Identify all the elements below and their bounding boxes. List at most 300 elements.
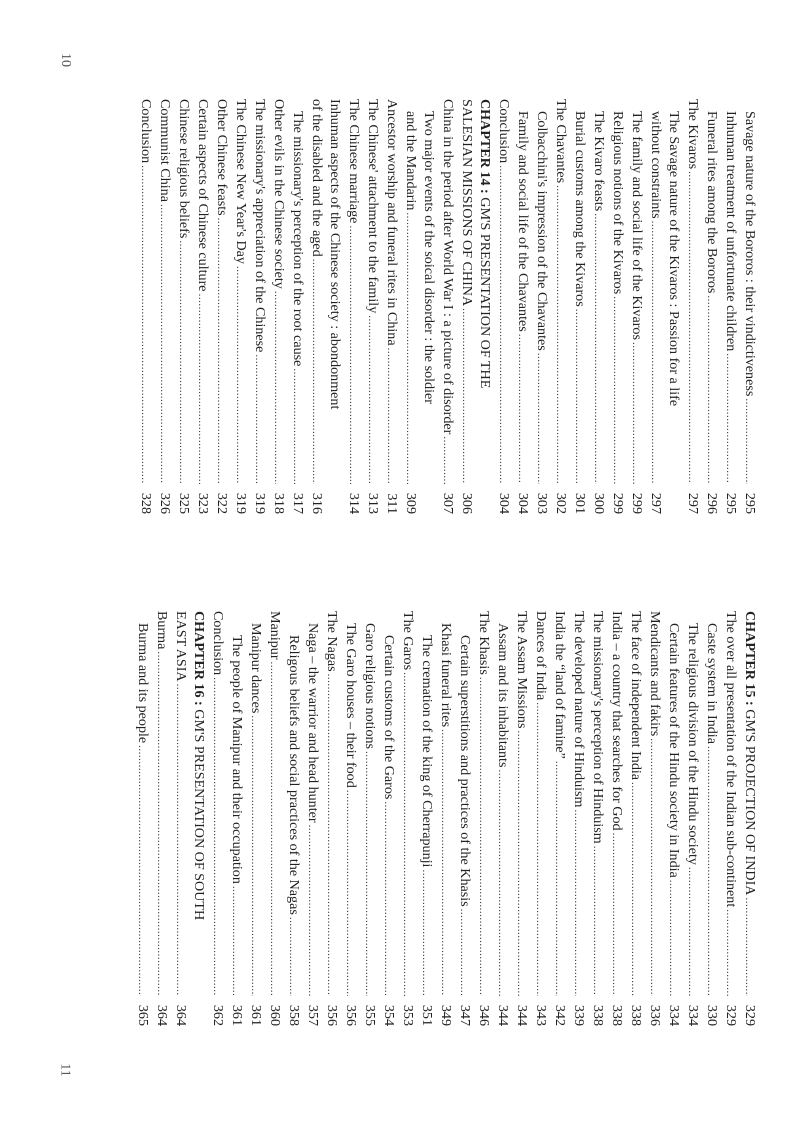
toc-entry-text: Dances of India bbox=[533, 611, 549, 701]
toc-entry-page: 365 bbox=[135, 1004, 151, 1026]
toc-entry bbox=[341, 611, 360, 1026]
dot-leader bbox=[532, 353, 550, 484]
toc-entry bbox=[645, 611, 664, 1026]
toc-entry-title bbox=[155, 99, 174, 484]
dot-leader bbox=[683, 171, 701, 484]
dot-leader bbox=[645, 738, 663, 996]
toc-entry bbox=[627, 99, 646, 514]
toc-entry bbox=[303, 611, 322, 1026]
toc-entry-page: 311 bbox=[384, 493, 400, 514]
toc-entry-page: 330 bbox=[704, 1004, 720, 1026]
toc-entry bbox=[250, 99, 269, 514]
toc-entry-text: Colbacchini's impression of the Chavantes bbox=[534, 111, 550, 351]
toc-entry-text: GM'S PRESENTATION OF SOUTH bbox=[191, 709, 207, 921]
toc-entry-page: 343 bbox=[533, 1004, 549, 1026]
toc-entry-page: 317 bbox=[290, 492, 306, 514]
chapter-label: CHAPTER 15 : bbox=[742, 611, 758, 706]
toc-entry-page: 339 bbox=[571, 1004, 587, 1026]
toc-entry-page: 318 bbox=[271, 492, 287, 514]
dot-leader bbox=[531, 702, 549, 996]
dot-leader bbox=[307, 259, 325, 484]
toc-entry-title bbox=[436, 611, 455, 996]
dot-leader bbox=[136, 165, 154, 484]
toc-entry bbox=[420, 99, 438, 514]
dot-leader bbox=[208, 677, 226, 996]
toc-entry-text: Inhuman treatment of unfortunate children bbox=[723, 111, 739, 352]
toc-entry-page: 354 bbox=[381, 1004, 397, 1026]
toc-entry-text: Certain aspects of Chinese culture bbox=[195, 99, 211, 292]
toc-entry bbox=[269, 99, 288, 514]
dot-leader bbox=[171, 684, 189, 996]
toc-entry-title bbox=[550, 611, 569, 996]
toc-entry-text: Certain customs of the Garos bbox=[381, 635, 397, 800]
toc-entry bbox=[457, 99, 476, 514]
toc-entry-title bbox=[646, 99, 665, 484]
toc-entry-text: without constraints bbox=[648, 111, 664, 219]
dot-leader bbox=[398, 672, 416, 996]
toc-entry-text: The Savage nature of the Kivaros : Passion for a life bbox=[666, 111, 682, 407]
toc-entry-text: The missionary's perception of the root cause bbox=[290, 111, 306, 367]
toc-entry bbox=[398, 611, 417, 1026]
toc-entry-title bbox=[702, 99, 721, 484]
dot-leader bbox=[322, 674, 340, 996]
toc-entry-page: 342 bbox=[552, 1004, 568, 1026]
toc-entry-title bbox=[455, 611, 474, 996]
toc-entry bbox=[246, 611, 265, 1026]
toc-entry-page: 334 bbox=[666, 1004, 682, 1026]
toc-entry bbox=[740, 99, 759, 514]
dot-leader bbox=[702, 295, 720, 484]
toc-entry-text: China in the period after World War I : a picture of disorder bbox=[440, 99, 456, 435]
toc-entry-title bbox=[683, 611, 702, 996]
toc-entry-text: Funeral rites among the Bororos bbox=[704, 111, 720, 294]
toc-entry-title bbox=[360, 611, 379, 996]
toc-entry-page: 299 bbox=[629, 492, 645, 514]
toc-entry-page: 297 bbox=[648, 492, 664, 514]
toc-entry-page: 338 bbox=[628, 1004, 644, 1026]
toc-entry bbox=[155, 99, 174, 514]
toc-entry-title bbox=[133, 611, 152, 996]
toc-entry-page: 319 bbox=[233, 492, 249, 514]
toc-entry-title bbox=[341, 611, 360, 996]
dot-leader bbox=[551, 185, 569, 484]
page-number-left: 10 bbox=[58, 53, 73, 67]
toc-entry-page: 356 bbox=[343, 1004, 359, 1026]
toc-entry-title bbox=[457, 99, 476, 484]
dot-leader bbox=[133, 745, 151, 996]
toc-entry bbox=[133, 611, 152, 1026]
toc-entry-text: Khasi funeral rites bbox=[438, 623, 454, 728]
dot-leader bbox=[227, 886, 245, 996]
toc-entry-title bbox=[589, 99, 608, 484]
toc-entry-page: 307 bbox=[440, 492, 456, 514]
toc-entry-page: 362 bbox=[210, 1004, 226, 1026]
toc-entry-page: 349 bbox=[438, 1004, 454, 1026]
toc-entry-title bbox=[307, 99, 326, 484]
toc-entry-page: 353 bbox=[400, 1004, 416, 1026]
toc-entry bbox=[136, 99, 155, 514]
toc-entry bbox=[344, 99, 363, 514]
toc-entry-title bbox=[401, 99, 420, 484]
toc-entry-page: 303 bbox=[534, 492, 550, 514]
page-number-right: 11 bbox=[57, 1063, 73, 1077]
dot-leader bbox=[740, 398, 758, 484]
toc-entry-title bbox=[265, 611, 284, 996]
toc-entry-title bbox=[193, 99, 212, 484]
toc-entry-page: 336 bbox=[647, 1004, 663, 1026]
toc-entry-text: The Assam Missions bbox=[514, 611, 530, 729]
dot-leader bbox=[493, 769, 511, 996]
toc-entry-page: 316 bbox=[309, 492, 325, 514]
toc-entry-title bbox=[174, 99, 193, 484]
dot-leader bbox=[269, 291, 287, 484]
dot-leader bbox=[382, 348, 400, 484]
dot-leader bbox=[626, 782, 644, 996]
toc-entry-text: The Kivaro feasts bbox=[591, 111, 607, 212]
toc-entry-title bbox=[208, 611, 227, 996]
toc-entry bbox=[740, 611, 759, 1026]
toc-entry-text: SALESIAN MISSIONS OF CHINA bbox=[459, 99, 475, 307]
toc-entry bbox=[193, 99, 212, 514]
toc-entry bbox=[152, 611, 171, 1026]
toc-entry-text: EAST ASIA bbox=[173, 611, 189, 682]
toc-entry-text: Communist China bbox=[157, 99, 173, 202]
toc-entry-text: Religous beliefs and social practices of the Nagas bbox=[286, 635, 302, 915]
toc-entry-page: 334 bbox=[685, 1004, 701, 1026]
toc-entry bbox=[227, 611, 246, 1026]
toc-entry-page: 361 bbox=[229, 1004, 245, 1026]
toc-entry bbox=[326, 99, 344, 514]
toc-entry-text: The Chinese marriage bbox=[346, 99, 362, 224]
dot-leader bbox=[152, 651, 170, 996]
toc-entry bbox=[231, 99, 250, 514]
toc-entry-page: 364 bbox=[173, 1004, 189, 1026]
dot-leader bbox=[303, 825, 321, 996]
toc-entry-page: 329 bbox=[723, 1004, 739, 1026]
dot-leader bbox=[288, 368, 306, 484]
toc-entry-title bbox=[626, 611, 645, 996]
toc-entry-text: Ancestor worship and funeral rites in China bbox=[384, 99, 400, 346]
toc-entry-title bbox=[665, 99, 683, 484]
dot-leader bbox=[401, 212, 419, 484]
dot-leader bbox=[721, 909, 739, 996]
toc-entry-title bbox=[152, 611, 171, 996]
toc-entry bbox=[702, 611, 721, 1026]
toc-entry bbox=[626, 611, 645, 1026]
toc-entry-page: 326 bbox=[157, 492, 173, 514]
dot-leader bbox=[550, 761, 568, 996]
toc-entry-text: The Nagas bbox=[324, 611, 340, 672]
toc-entry-text: Religious notions of the Kivaros bbox=[610, 111, 626, 295]
toc-entry-text: Chinese religious beliefs bbox=[176, 99, 192, 239]
toc-entry-page: 338 bbox=[590, 1004, 606, 1026]
toc-entry-text: of the disabled and the aged bbox=[309, 99, 325, 257]
toc-entry-text: Other evils in the Chinese society bbox=[271, 99, 287, 289]
toc-column-right bbox=[133, 611, 759, 1026]
toc-entry-page: 313 bbox=[365, 492, 381, 514]
dot-leader bbox=[193, 294, 211, 484]
toc-entry bbox=[190, 611, 208, 1026]
chapter-label: CHAPTER 16 : bbox=[191, 611, 207, 706]
toc-entry-text: Burma and its people bbox=[135, 623, 151, 744]
toc-entry-page: 344 bbox=[514, 1004, 530, 1026]
toc-entry bbox=[683, 99, 702, 514]
dot-leader bbox=[664, 880, 682, 996]
dot-leader bbox=[363, 315, 381, 484]
dot-leader bbox=[627, 342, 645, 484]
toc-entry-text: GM'S PRESENTATION OF THE bbox=[477, 197, 493, 389]
toc-entry-text: The people of Manipur and their occupation bbox=[229, 635, 245, 884]
toc-entry-page: 323 bbox=[195, 492, 211, 514]
toc-entry bbox=[512, 611, 531, 1026]
toc-entry bbox=[721, 611, 740, 1026]
toc-entry-title bbox=[284, 611, 303, 996]
toc-entry-text: India the “land of famine” bbox=[552, 611, 568, 759]
toc-entry bbox=[171, 611, 190, 1026]
dot-leader bbox=[569, 809, 587, 996]
toc-entry-title bbox=[231, 99, 250, 484]
toc-entry-text: Burial customs among the Kivaros bbox=[572, 111, 588, 307]
toc-entry-title bbox=[344, 99, 363, 484]
toc-entry-text: Manipur bbox=[267, 611, 283, 660]
toc-entry-text: Caste system in India bbox=[704, 623, 720, 744]
toc-entry-title bbox=[269, 99, 288, 484]
toc-entry-page: 314 bbox=[346, 492, 362, 514]
toc-entry-text: Burma bbox=[154, 611, 170, 650]
toc-entry-text: Mendicants and fakirs bbox=[647, 611, 663, 737]
toc-entry-title bbox=[363, 99, 382, 484]
toc-entry bbox=[174, 99, 193, 514]
dot-leader bbox=[646, 221, 664, 484]
dot-leader bbox=[250, 354, 268, 484]
dot-leader bbox=[265, 662, 283, 996]
dot-leader bbox=[683, 867, 701, 996]
toc-entry bbox=[664, 611, 683, 1026]
dot-leader bbox=[607, 833, 625, 996]
toc-entry bbox=[721, 99, 740, 514]
toc-entry bbox=[702, 99, 721, 514]
toc-entry-title bbox=[569, 611, 588, 996]
toc-entry-title bbox=[326, 99, 344, 484]
toc-entry bbox=[307, 99, 326, 514]
toc-entry-title bbox=[721, 611, 740, 996]
toc-entry-page: 301 bbox=[572, 492, 588, 514]
toc-entry-text: The Chavantes bbox=[553, 99, 569, 184]
toc-entry bbox=[265, 611, 284, 1026]
toc-entry-text: Conclusion bbox=[138, 99, 154, 164]
toc-entry-page: 357 bbox=[305, 1004, 321, 1026]
toc-entry bbox=[589, 99, 608, 514]
toc-entry-page: 347 bbox=[457, 1004, 473, 1026]
toc-entry-title bbox=[494, 99, 513, 484]
chapter-label: CHAPTER 14 : bbox=[477, 99, 493, 194]
toc-entry-title bbox=[608, 99, 627, 484]
toc-entry bbox=[532, 99, 551, 514]
toc-entry-text: The Kivaros bbox=[685, 99, 701, 170]
toc-entry-text: The missionary's perception of Hinduism bbox=[590, 611, 606, 844]
toc-entry bbox=[360, 611, 379, 1026]
toc-entry-title bbox=[532, 99, 551, 484]
toc-entry-title bbox=[322, 611, 341, 996]
toc-entry bbox=[569, 611, 588, 1026]
dot-leader bbox=[155, 204, 173, 484]
toc-entry-title bbox=[227, 611, 246, 996]
toc-entry-page: 346 bbox=[476, 1004, 492, 1026]
toc-entry-title bbox=[398, 611, 417, 996]
toc-entry-text: The religious division of the Hindu society bbox=[685, 623, 701, 865]
toc-entry-title bbox=[171, 611, 190, 996]
dot-leader bbox=[231, 266, 249, 484]
toc-entry-page: 361 bbox=[248, 1004, 264, 1026]
toc-entry bbox=[474, 611, 493, 1026]
toc-entry-page: 300 bbox=[591, 492, 607, 514]
toc-entry-title bbox=[474, 611, 493, 996]
dot-leader bbox=[341, 790, 359, 996]
toc-entry-title bbox=[417, 611, 436, 996]
dot-leader bbox=[455, 909, 473, 996]
toc-entry bbox=[608, 99, 627, 514]
toc-entry-text: Two major events of the soical disorder : the soldier bbox=[421, 111, 437, 404]
toc-entry-title bbox=[136, 99, 155, 484]
toc-entry bbox=[401, 99, 420, 514]
toc-entry bbox=[476, 99, 494, 514]
dot-leader bbox=[438, 436, 456, 484]
toc-entry-title bbox=[379, 611, 398, 996]
toc-entry-page: 344 bbox=[495, 1004, 511, 1026]
dot-leader bbox=[474, 677, 492, 996]
toc-entry-title bbox=[721, 99, 740, 484]
toc-entry-page: 356 bbox=[324, 1004, 340, 1026]
toc-entry bbox=[379, 611, 398, 1026]
toc-entry bbox=[550, 611, 569, 1026]
toc-entry-text: Other Chinese feasts bbox=[214, 99, 230, 216]
toc-entry-page: 295 bbox=[742, 492, 758, 514]
dot-leader bbox=[436, 729, 454, 996]
toc-entry-title bbox=[645, 611, 664, 996]
toc-entry-title bbox=[190, 611, 208, 996]
dot-leader bbox=[417, 869, 435, 996]
toc-entry-page: 328 bbox=[138, 492, 154, 514]
toc-entry-title bbox=[382, 99, 401, 484]
toc-entry-text: Inhuman aspects of the Chinese society : abondonment bbox=[327, 99, 343, 410]
toc-entry-title bbox=[476, 99, 494, 484]
toc-entry bbox=[683, 611, 702, 1026]
toc-entry-title bbox=[607, 611, 626, 996]
toc-entry-title bbox=[513, 99, 532, 484]
toc-entry-title bbox=[246, 611, 265, 996]
toc-entry-page: 338 bbox=[609, 1004, 625, 1026]
toc-entry-page: 304 bbox=[515, 492, 531, 514]
toc-entry bbox=[493, 611, 512, 1026]
toc-entry bbox=[382, 99, 401, 514]
toc-entry-title bbox=[551, 99, 570, 484]
toc-entry bbox=[607, 611, 626, 1026]
toc-entry-title bbox=[288, 99, 307, 484]
dot-leader bbox=[494, 165, 512, 484]
toc-entry bbox=[531, 611, 550, 1026]
toc-entry-title bbox=[493, 611, 512, 996]
toc-entry-page: 309 bbox=[403, 492, 419, 514]
toc-entry-page: 297 bbox=[685, 492, 701, 514]
toc-entry-title bbox=[420, 99, 438, 484]
toc-entry-text: Naga – the warrior and head hunter bbox=[305, 623, 321, 823]
toc-entry-title bbox=[531, 611, 550, 996]
dot-leader bbox=[513, 334, 531, 484]
toc-entry-page: 322 bbox=[214, 492, 230, 514]
toc-entry-page: 319 bbox=[252, 492, 268, 514]
dot-leader bbox=[589, 213, 607, 484]
toc-entry-page: 306 bbox=[459, 492, 475, 514]
toc-entry-title bbox=[683, 99, 702, 484]
toc-entry bbox=[665, 99, 683, 514]
toc-entry bbox=[646, 99, 665, 514]
toc-entry-page: 299 bbox=[610, 492, 626, 514]
dot-leader bbox=[174, 240, 192, 484]
toc-entry bbox=[455, 611, 474, 1026]
toc-entry-text: and the Mandarin bbox=[403, 111, 419, 211]
toc-entry-page: 304 bbox=[496, 492, 512, 514]
toc-entry-text: The missionary's appreciation of the Chinese bbox=[252, 99, 268, 353]
toc-entry-text: Certain superstitions and practices of the Khasis bbox=[457, 635, 473, 907]
toc-entry-text: The Garo houses – their food bbox=[343, 623, 359, 788]
toc-entry-title bbox=[212, 99, 231, 484]
toc-entry bbox=[212, 99, 231, 514]
dot-leader bbox=[570, 309, 588, 484]
toc-entry-text: The developed nature of Hinduism bbox=[571, 611, 587, 808]
toc-entry-text: GM'S PROJECTION OF INDIA bbox=[742, 709, 758, 896]
toc-entry-page: 329 bbox=[742, 1004, 758, 1026]
toc-entry-text: Conclusion bbox=[496, 99, 512, 164]
toc-entry-text: The Chinese New Year's Day bbox=[233, 99, 249, 264]
toc-entry-text: Assam and its inhabitants bbox=[495, 623, 511, 768]
dot-leader bbox=[344, 225, 362, 484]
rotated-spread bbox=[0, 1, 793, 1124]
dot-leader bbox=[721, 353, 739, 484]
toc-entry-page: 295 bbox=[723, 492, 739, 514]
toc-entry bbox=[436, 611, 455, 1026]
dot-leader bbox=[512, 730, 530, 996]
toc-column-left bbox=[136, 99, 759, 514]
toc-entry-title bbox=[702, 611, 721, 996]
toc-entry-page: 355 bbox=[362, 1004, 378, 1026]
toc-entry-title bbox=[740, 611, 759, 996]
toc-entry-text: Conclusion bbox=[210, 611, 226, 676]
toc-entry bbox=[588, 611, 607, 1026]
toc-entry-text: The face of independent India bbox=[628, 611, 644, 781]
toc-entry bbox=[208, 611, 227, 1026]
toc-entry-title bbox=[627, 99, 646, 484]
toc-entry-title bbox=[438, 99, 457, 484]
dot-leader bbox=[608, 296, 626, 484]
toc-entry-text: Savage nature of the Bororos : their vindictiveness bbox=[742, 111, 758, 397]
toc-entry bbox=[513, 99, 532, 514]
toc-entry-text: Certain features of the Hindu society in India bbox=[666, 623, 682, 878]
toc-entry-title bbox=[303, 611, 322, 996]
toc-entry-page: 302 bbox=[553, 492, 569, 514]
dot-leader bbox=[740, 897, 758, 996]
toc-entry-title bbox=[740, 99, 759, 484]
toc-entry-page: 360 bbox=[267, 1004, 283, 1026]
toc-entry-text: The Chinese' attachment to the family bbox=[365, 99, 381, 314]
toc-entry bbox=[570, 99, 589, 514]
toc-entry-page: 364 bbox=[154, 1004, 170, 1026]
toc-entry-page: 325 bbox=[176, 492, 192, 514]
toc-entry-text: The cremation of the king of Cherrapunji bbox=[419, 635, 435, 868]
toc-entry-text: Manipur dances bbox=[248, 623, 264, 714]
toc-entry-text: Garo religious notions bbox=[362, 623, 378, 750]
toc-entry-title bbox=[570, 99, 589, 484]
toc-entry-text: India – a country that searches for God bbox=[609, 611, 625, 831]
